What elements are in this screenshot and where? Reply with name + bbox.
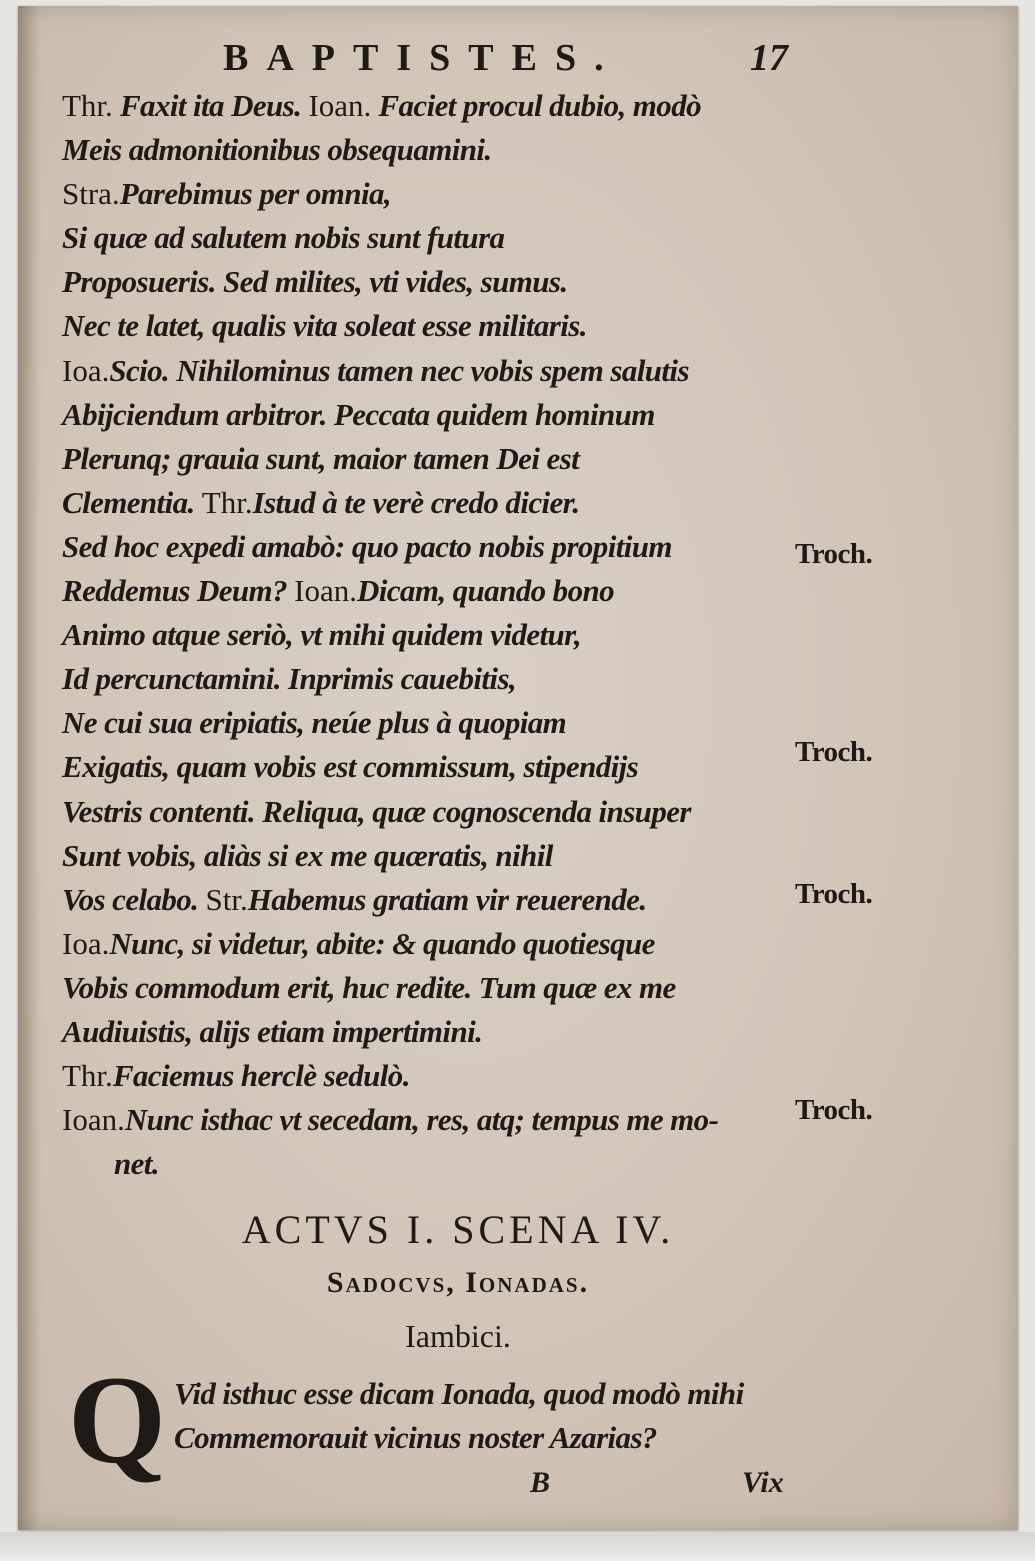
verse-line <box>62 966 802 1010</box>
verse-text: Faciemus herclè sedulò. <box>112 1058 410 1094</box>
verse-text: Abijciendum arbitror. Peccata quidem hominum <box>62 396 655 432</box>
verse-text: Faxit ita Deus. <box>112 88 309 123</box>
verse-text: Audiuistis, alijs etiam impertimini. <box>62 1013 483 1049</box>
verse-line <box>62 834 802 878</box>
opening-lines <box>174 1372 814 1460</box>
verse-text: Id percunctamini. Inprimis cauebitis, <box>62 661 517 697</box>
page-number: 17 <box>750 37 788 79</box>
verse-line <box>62 878 802 922</box>
verse-line <box>62 481 802 525</box>
verse-text: Habemus gratiam vir reuerende. <box>247 881 647 917</box>
margin-note: Troch. <box>795 1094 873 1126</box>
verse-line <box>62 172 802 216</box>
opening-line: Vid isthuc esse dicam Ionada, quod modò mihi <box>174 1376 744 1411</box>
opening-line: Commemorauit vicinus noster Azarias? <box>174 1420 657 1455</box>
catchword: Vix <box>742 1466 784 1499</box>
verse-line <box>62 525 802 569</box>
verse-line <box>62 613 802 657</box>
verse-text: Nec te latet, qualis vita soleat esse militaris. <box>62 308 587 344</box>
verse-line <box>62 260 802 304</box>
speaker-name: Ioan. <box>294 573 357 609</box>
meter-heading: Iambici. <box>405 1318 511 1354</box>
page-gutter-shadow <box>18 6 40 1530</box>
verse-text: Istud à te verè credo dicier. <box>252 484 580 520</box>
verse-line <box>62 1054 802 1098</box>
verse-line <box>62 393 802 437</box>
margin-note: Troch. <box>795 538 873 570</box>
margin-note: Troch. <box>795 736 873 768</box>
verse-line <box>62 790 802 834</box>
verse-block <box>62 84 802 1186</box>
speaker-name: Ioa. <box>62 352 110 388</box>
verse-text: Vestris contenti. Reliqua, quæ cognoscenda insuper <box>62 793 691 829</box>
verse-line <box>62 701 802 745</box>
verse-line <box>62 745 802 789</box>
verse-text: Faciet procul dubio, modò <box>371 88 702 123</box>
verse-line <box>62 437 802 481</box>
viewer-bottom-bar <box>0 1532 1035 1561</box>
verse-text: Ne cui sua eripiatis, neúe plus à quopiam <box>62 705 567 741</box>
verse-text: Reddemus Deum? <box>62 573 295 609</box>
speaker-name: Ioan. <box>62 1102 125 1138</box>
verse-text: Vos celabo. <box>62 881 206 917</box>
verse-text: Si quæ ad salutem nobis sunt futura <box>62 220 505 256</box>
verse-line <box>62 216 802 260</box>
verse-line <box>62 922 802 966</box>
verse-text: Clementia. <box>62 484 202 520</box>
verse-line <box>62 128 802 172</box>
verse-text: Sed hoc expedi amabò: quo pacto nobis propitium <box>62 528 672 564</box>
speaker-name: Ioa. <box>62 925 110 961</box>
running-head: BAPTISTES. <box>223 37 622 79</box>
verse-text: Sunt vobis, aliàs si ex me quæratis, nihil <box>62 837 553 873</box>
speakers-heading: Sadocvs, Ionadas. <box>326 1266 590 1299</box>
speaker-name: Stra. <box>62 176 120 212</box>
verse-text: Exigatis, quam vobis est commissum, stipendijs <box>62 749 639 785</box>
verse-text: Parebimus per omnia, <box>119 176 392 212</box>
verse-text: Vobis commodum erit, huc redite. Tum quæ ex me <box>62 969 676 1005</box>
verse-text: Nunc, si videtur, abite: & quando quotiesque <box>109 925 655 961</box>
book-page <box>18 6 1018 1530</box>
verse-text: Plerunq; grauia sunt, maior tamen Dei est <box>62 440 580 476</box>
signature-mark: B <box>530 1466 551 1499</box>
verse-text: Animo atque seriò, vt mihi quidem videtur, <box>62 617 582 653</box>
verse-text: Dicam, quando bono <box>356 573 615 609</box>
verse-line <box>62 1142 802 1186</box>
drop-cap: Q <box>68 1351 167 1490</box>
speaker-name: Str. <box>205 881 248 917</box>
verse-text: net. <box>114 1146 159 1182</box>
speaker-name: Thr. <box>201 484 253 520</box>
verse-line <box>62 84 802 128</box>
verse-line <box>62 1098 802 1142</box>
verse-line <box>62 657 802 701</box>
verse-line <box>62 1010 802 1054</box>
act-scene-heading: ACTVS I. SCENA IV. <box>241 1207 675 1252</box>
speaker-name: Ioan. <box>308 88 372 123</box>
verse-text: Proposueris. Sed milites, vti vides, sumus. <box>62 264 568 300</box>
verse-line <box>62 569 802 613</box>
verse-text: Meis admonitionibus obsequamini. <box>62 132 492 168</box>
margin-note: Troch. <box>795 878 873 910</box>
verse-text: Scio. Nihilominus tamen nec vobis spem salutis <box>109 352 689 388</box>
verse-text: Nunc isthac vt secedam, res, atq; tempus me mo- <box>124 1102 719 1138</box>
verse-line <box>62 349 802 393</box>
speaker-name: Thr. <box>62 88 113 123</box>
verse-line <box>62 304 802 348</box>
speaker-name: Thr. <box>62 1058 113 1094</box>
